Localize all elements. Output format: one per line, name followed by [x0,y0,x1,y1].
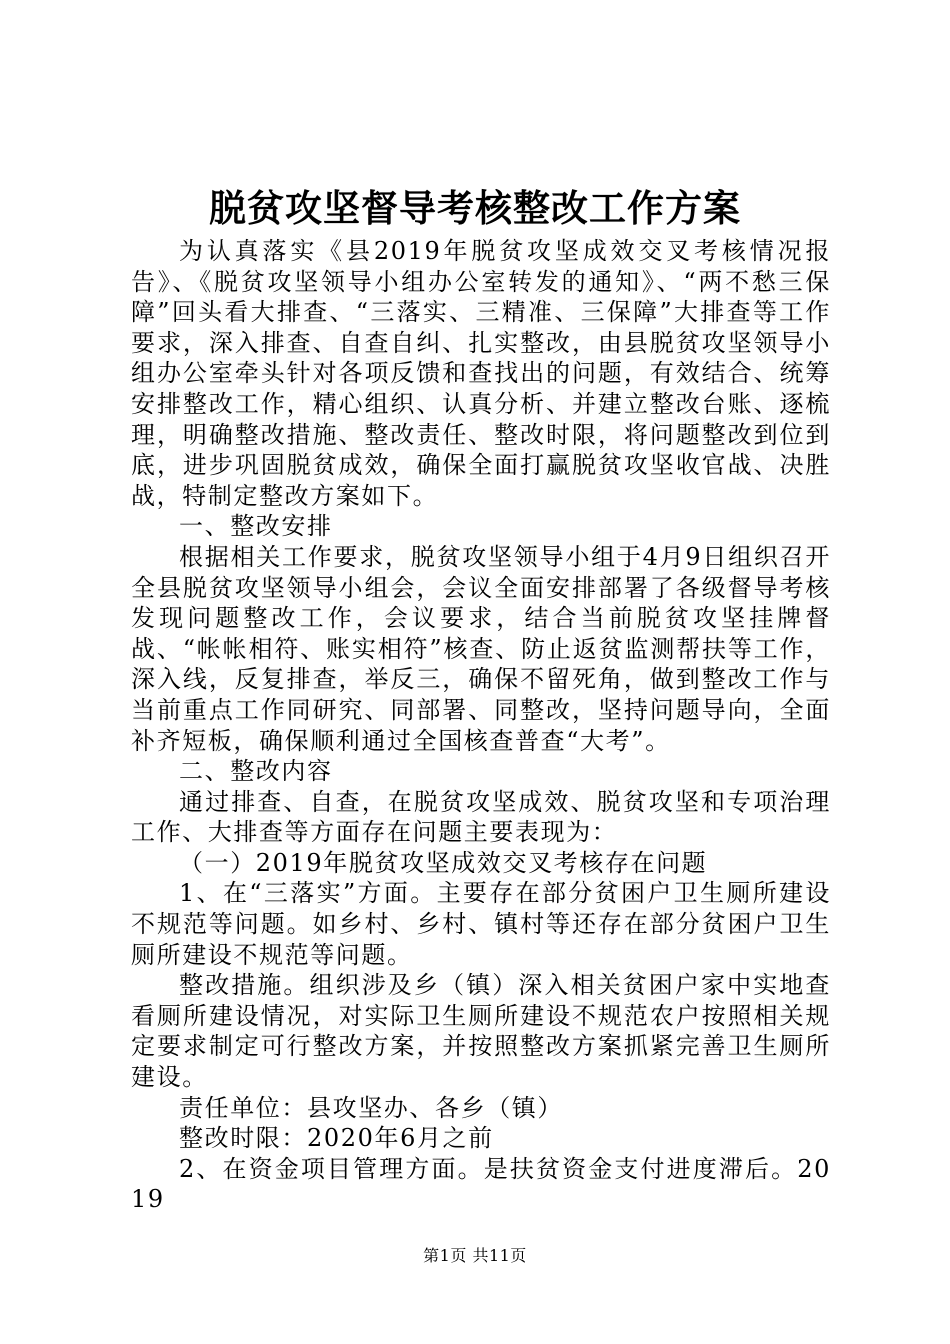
paragraph-intro: 为认真落实《县2019年脱贫攻坚成效交叉考核情况报告》、《脱贫攻坚领导小组办公室转发的通知》、“两不愁三保障”回头看大排查、“三落实、三精准、三保障”大排查等工作要求，深入排查、自查自纠、扎实整改，由县脱贫攻坚领导小组办公室牵头针对各项反馈和查找出的问题，有效结合、统筹安排整改工作，精心组织、认真分析、并建立整改台账、逐梳理，明确整改措施、整改责任、整改时限，将问题整改到位到底，进步巩固脱贫成效，确保全面打赢脱贫攻坚收官战、决胜战，特制定整改方案如下。 [131,237,831,510]
page-footer: 第1页 共11页 [423,1246,527,1265]
heading-section-1: 一、整改安排 [179,512,333,541]
document-body [131,236,831,1215]
paragraph-arrangement: 根据相关工作要求，脱贫攻坚领导小组于4月9日组织召开全县脱贫攻坚领导小组会，会议全面安排部署了各级督导考核发现问题整改工作，会议要求，结合当前脱贫攻坚挂牌督战、“帐帐相符、账实相符”核查、防止返贫监测帮扶等工作，深入线，反复排查，举反三，确保不留死角，做到整改工作与当前重点工作同研究、同部署、同整改，坚持问题导向，全面补齐短板，确保顺利通过全国核查普查“大考”。 [131,542,831,755]
paragraph-deadline: 整改时限：2020年6月之前 [179,1124,494,1153]
paragraph-responsible-unit: 责任单位：县攻坚办、各乡（镇） [179,1093,563,1122]
subheading-1: （一）2019年脱贫攻坚成效交叉考核存在问题 [179,848,708,877]
paragraph-item-2: 2、在资金项目管理方面。是扶贫资金支付进度滞后。2019 [131,1154,831,1214]
paragraph-item-1: 1、在“三落实”方面。主要存在部分贫困户卫生厕所建设不规范等问题。如乡村、乡村、镇村等还存在部分贫困户卫生厕所建设不规范等问题。 [131,879,831,969]
document-title: 脱贫攻坚督导考核整改工作方案 [209,187,741,230]
paragraph-measures: 整改措施。组织涉及乡（镇）深入相关贫困户家中实地查看厕所建设情况，对实际卫生厕所建设不规范农户按照相关规定要求制定可行整改方案，并按照整改方案抓紧完善卫生厕所建设。 [131,971,831,1092]
heading-section-2: 二、整改内容 [179,757,333,786]
paragraph-content-intro: 通过排查、自查，在脱贫攻坚成效、脱贫攻坚和专项治理工作、大排查等方面存在问题主要表现为： [131,787,831,847]
